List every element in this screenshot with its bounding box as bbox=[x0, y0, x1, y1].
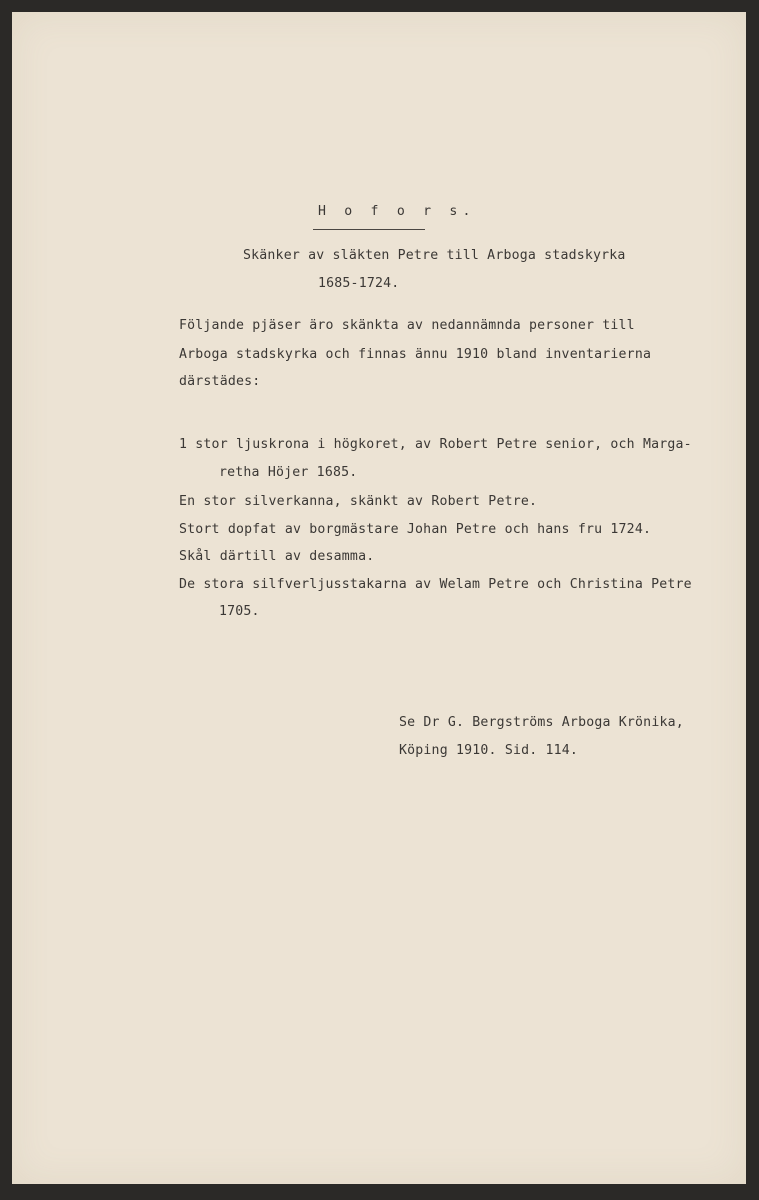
item-line-1: 1 stor ljuskrona i högkoret, av Robert Petre senior, och Marga- bbox=[179, 437, 692, 452]
item-line-5: Skål därtill av desamma. bbox=[179, 549, 375, 564]
item-line-4: Stort dopfat av borgmästare Johan Petre och hans fru 1724. bbox=[179, 522, 652, 537]
item-line-3: En stor silverkanna, skänkt av Robert Petre. bbox=[179, 494, 538, 509]
title-underline bbox=[313, 229, 425, 230]
source-line-1: Se Dr G. Bergströms Arboga Krönika, bbox=[399, 715, 684, 730]
subtitle-line-1: Skänker av släkten Petre till Arboga stadskyrka bbox=[243, 248, 626, 263]
source-line-2: Köping 1910. Sid. 114. bbox=[399, 743, 579, 758]
item-line-2: retha Höjer 1685. bbox=[219, 465, 358, 480]
subtitle-line-2: 1685-1724. bbox=[318, 276, 400, 291]
document-page bbox=[12, 12, 746, 1184]
item-line-7: 1705. bbox=[219, 604, 260, 619]
intro-line-3: därstädes: bbox=[179, 374, 261, 389]
intro-line-2: Arboga stadskyrka och finnas ännu 1910 bland inventarierna bbox=[179, 347, 652, 362]
document-title: H o f o r s. bbox=[318, 204, 476, 219]
intro-line-1: Följande pjäser äro skänkta av nedannämnda personer till bbox=[179, 318, 635, 333]
item-line-6: De stora silfverljusstakarna av Welam Petre och Christina Petre bbox=[179, 577, 692, 592]
